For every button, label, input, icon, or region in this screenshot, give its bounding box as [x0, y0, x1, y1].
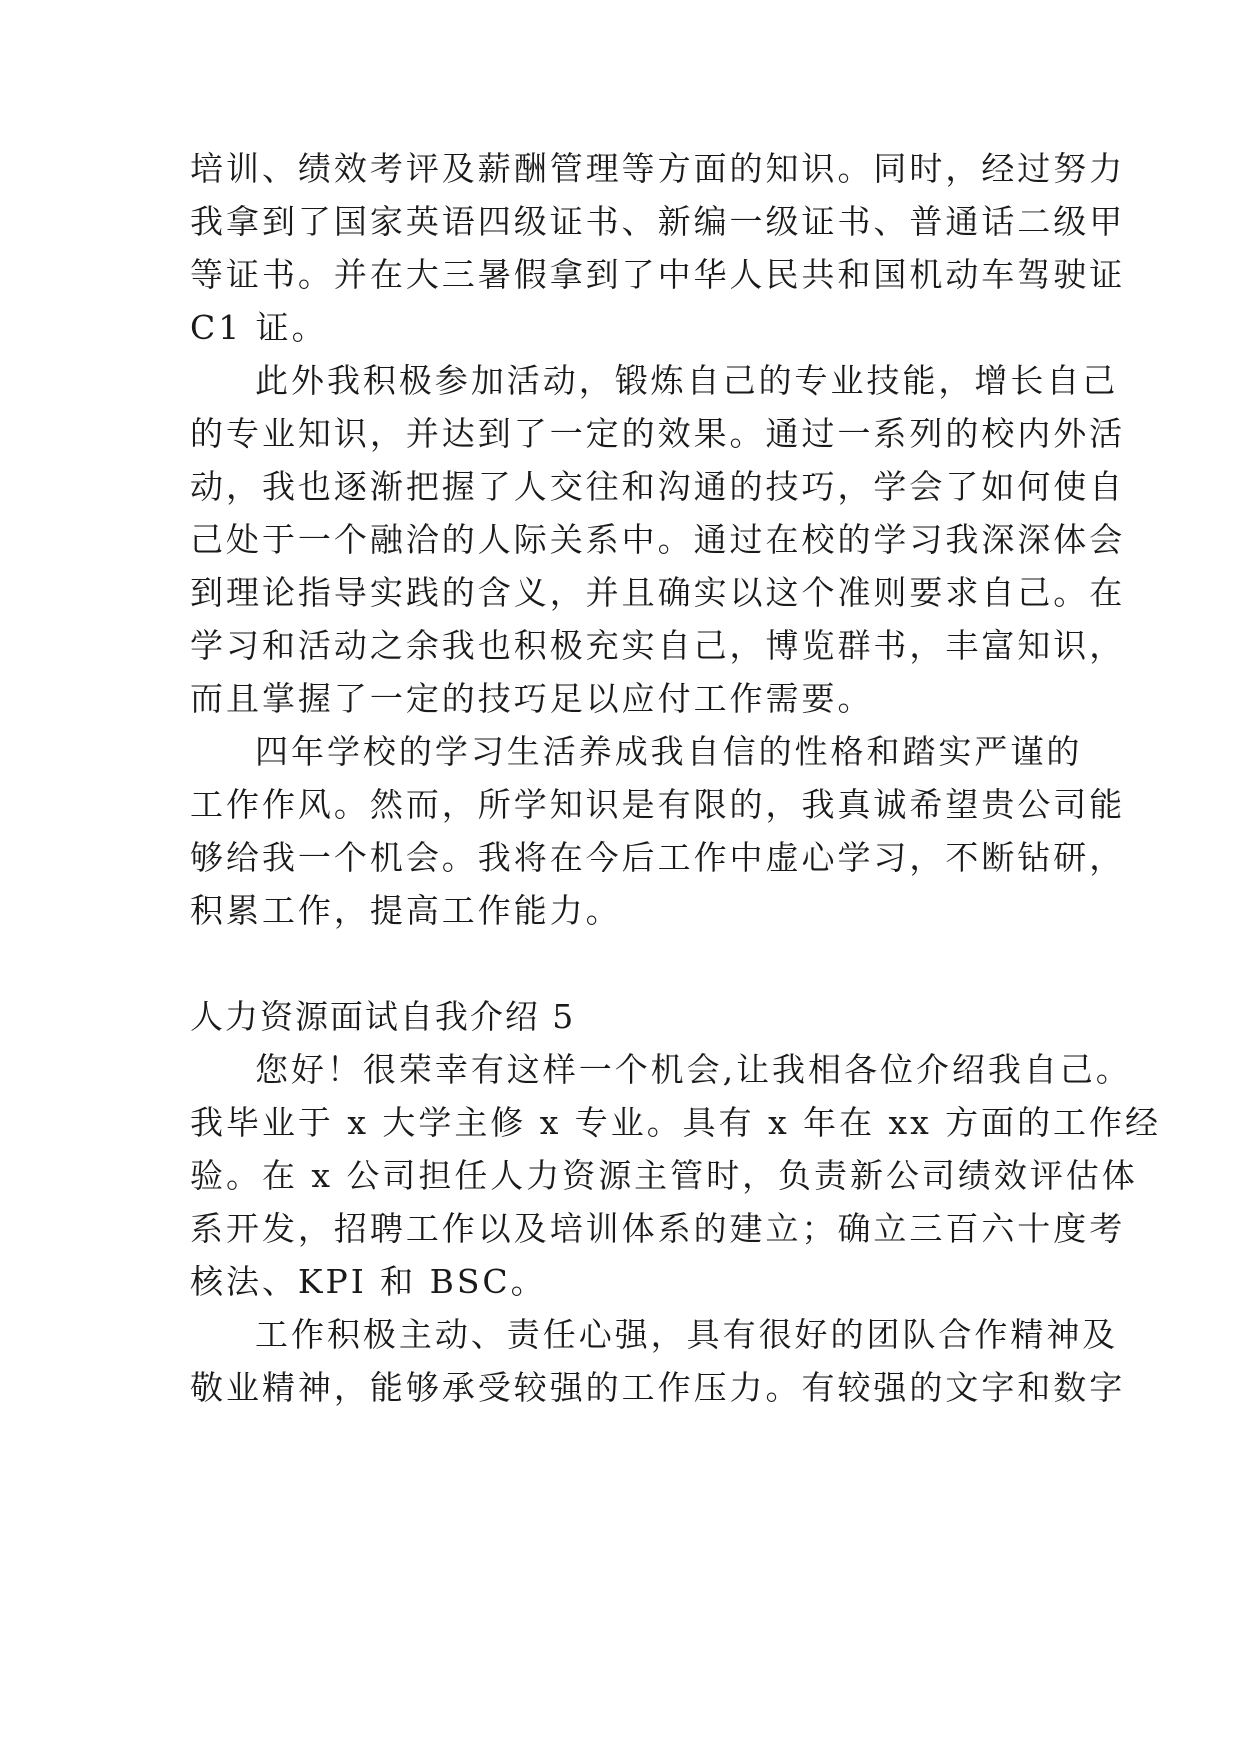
paragraph-line: 己处于一个融洽的人际关系中。通过在校的学习我深深体会 [190, 520, 1126, 559]
paragraph-line: 等证书。并在大三暑假拿到了中华人民共和国机动车驾驶证 [190, 255, 1126, 294]
paragraph-line: 而且掌握了一定的技巧足以应付工作需要。 [190, 679, 874, 718]
paragraph-line: 您好！很荣幸有这样一个机会,让我相各位介绍我自己。 [255, 1050, 1132, 1089]
paragraph-line: 核法、KPI 和 BSC。 [190, 1262, 547, 1301]
paragraph-line: 培训、绩效考评及薪酬管理等方面的知识。同时，经过努力 [190, 149, 1126, 188]
paragraph-line: 敬业精神，能够承受较强的工作压力。有较强的文字和数字 [190, 1368, 1126, 1407]
paragraph-line: 我拿到了国家英语四级证书、新编一级证书、普通话二级甲 [190, 202, 1126, 241]
paragraph-line: 验。在 x 公司担任人力资源主管时，负责新公司绩效评估体 [190, 1156, 1138, 1195]
paragraph-line: 学习和活动之余我也积极充实自己，博览群书，丰富知识， [190, 626, 1126, 665]
paragraph-line: 动，我也逐渐把握了人交往和沟通的技巧，学会了如何使自 [190, 467, 1126, 506]
section-heading: 人力资源面试自我介绍 5 [190, 997, 576, 1036]
paragraph-line: 够给我一个机会。我将在今后工作中虚心学习，不断钻研， [190, 838, 1126, 877]
paragraph-line: 工作作风。然而，所学知识是有限的，我真诚希望贵公司能 [190, 785, 1126, 824]
paragraph-line: 的专业知识，并达到了一定的效果。通过一系列的校内外活 [190, 414, 1126, 453]
paragraph-line: 四年学校的学习生活养成我自信的性格和踏实严谨的 [255, 732, 1083, 771]
paragraph-line: 我毕业于 x 大学主修 x 专业。具有 x 年在 xx 方面的工作经 [190, 1103, 1161, 1142]
paragraph-line: 此外我积极参加活动，锻炼自己的专业技能，增长自己 [255, 361, 1119, 400]
paragraph-line: C1 证。 [190, 308, 328, 347]
paragraph-line: 系开发，招聘工作以及培训体系的建立；确立三百六十度考 [190, 1209, 1126, 1248]
paragraph-line: 积累工作，提高工作能力。 [190, 891, 622, 930]
paragraph-line: 到理论指导实践的含义，并且确实以这个准则要求自己。在 [190, 573, 1126, 612]
paragraph-line: 工作积极主动、责任心强，具有很好的团队合作精神及 [255, 1315, 1119, 1354]
